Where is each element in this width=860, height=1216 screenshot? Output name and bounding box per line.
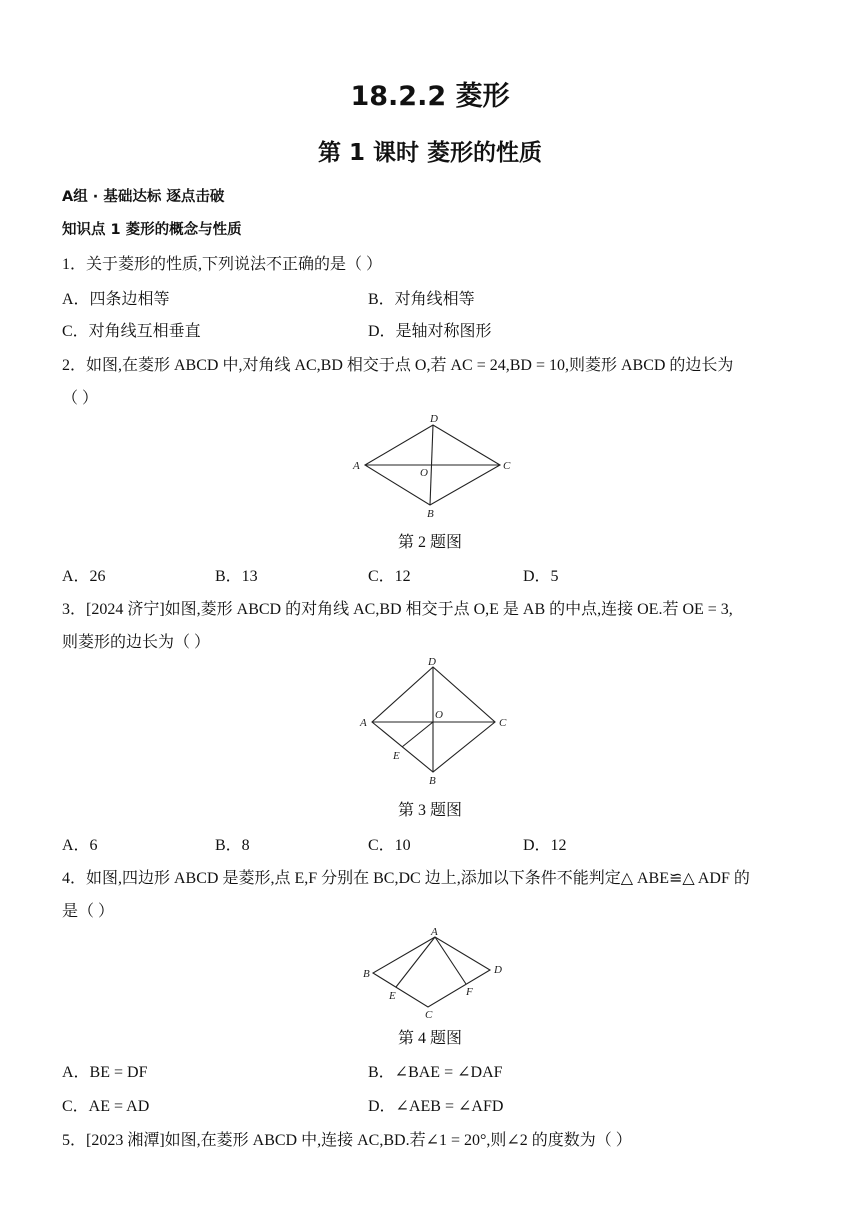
knowledge-heading: 知识点 1 菱形的概念与性质 [62,222,242,238]
q4-caption: 第 4 题图 [397,1030,462,1047]
page-title: 18.2.2 菱形 [350,81,510,112]
q3-stem-line1: 3．[2024 济宁]如图,菱形 ABCD 的对角线 AC,BD 相交于点 O,E 是 AB 的中点,连接 OE.若 OE = 3, [62,601,733,618]
q2-figure [340,410,520,522]
q4-label-d: D [494,964,502,976]
q2-option-a[interactable]: A．26 [62,568,106,585]
q2-option-b[interactable]: B．13 [215,568,258,585]
q4-label-c: C [425,1009,433,1020]
q1-option-b[interactable]: B．对角线相等 [368,291,475,308]
q1-option-d[interactable]: D．是轴对称图形 [368,323,492,340]
q4-label-e: E [389,990,396,1002]
q4-label-b: B [363,968,370,980]
q3-label-e: E [393,750,400,762]
q3-label-d: D [428,656,436,668]
q2-stem-line2: （ ） [62,390,99,407]
q4-option-d[interactable]: D．∠AEB = ∠AFD [368,1098,504,1115]
q3-option-a[interactable]: A．6 [62,837,98,854]
q2-label-o: O [420,467,428,479]
q3-stem-line2: 则菱形的边长为（ ） [62,634,211,651]
q2-label-c: C [503,460,511,472]
q3-option-b[interactable]: B．8 [215,837,250,854]
q4-segment-ae [396,937,435,987]
q2-stem-line1: 2．如图,在菱形 ABCD 中,对角线 AC,BD 相交于点 O,若 AC = 24,BD = 10,则菱形 ABCD 的边长为 [62,357,734,374]
q3-option-c[interactable]: C．10 [368,837,411,854]
q5-stem: 5．[2023 湘潭]如图,在菱形 ABCD 中,连接 AC,BD.若∠1 = 20°,则∠2 的度数为（ ） [62,1132,632,1149]
q3-caption: 第 3 题图 [397,802,462,819]
q1-option-a[interactable]: A．四条边相等 [62,291,170,308]
q4-segment-af [435,937,466,984]
q2-option-c[interactable]: C．12 [368,568,411,585]
q2-label-b: B [427,508,434,520]
q2-option-d[interactable]: D．5 [523,568,559,585]
q3-label-c: C [499,717,507,729]
q4-label-a: A [431,926,438,938]
q4-label-f: F [466,986,473,998]
q4-option-b[interactable]: B．∠BAE = ∠DAF [368,1064,503,1081]
lesson-subtitle: 第 1 课时 菱形的性质 [317,140,543,166]
q3-label-b: B [429,775,436,787]
q3-label-a: A [360,717,367,729]
q4-option-a[interactable]: A．BE = DF [62,1064,148,1081]
q4-stem-line2: 是（ ） [62,903,115,920]
q3-option-d[interactable]: D．12 [523,837,567,854]
q1-option-c[interactable]: C．对角线互相垂直 [62,323,201,340]
q4-stem-line1: 4．如图,四边形 ABCD 是菱形,点 E,F 分别在 BC,DC 边上,添加以下条件不能判定△ ABE≌△ ADF 的 [62,870,750,887]
q2-label-a: A [353,460,360,472]
group-heading: A组 · 基础达标 逐点击破 [62,189,225,205]
q3-segment-oe [402,722,433,747]
q4-figure [355,925,515,1020]
q2-caption: 第 2 题图 [397,534,462,551]
q4-option-c[interactable]: C．AE = AD [62,1098,150,1115]
q3-label-o: O [435,709,443,721]
q1-stem: 1．关于菱形的性质,下列说法不正确的是（ ） [62,256,383,273]
q3-figure [350,655,520,787]
q2-label-d: D [430,413,438,425]
